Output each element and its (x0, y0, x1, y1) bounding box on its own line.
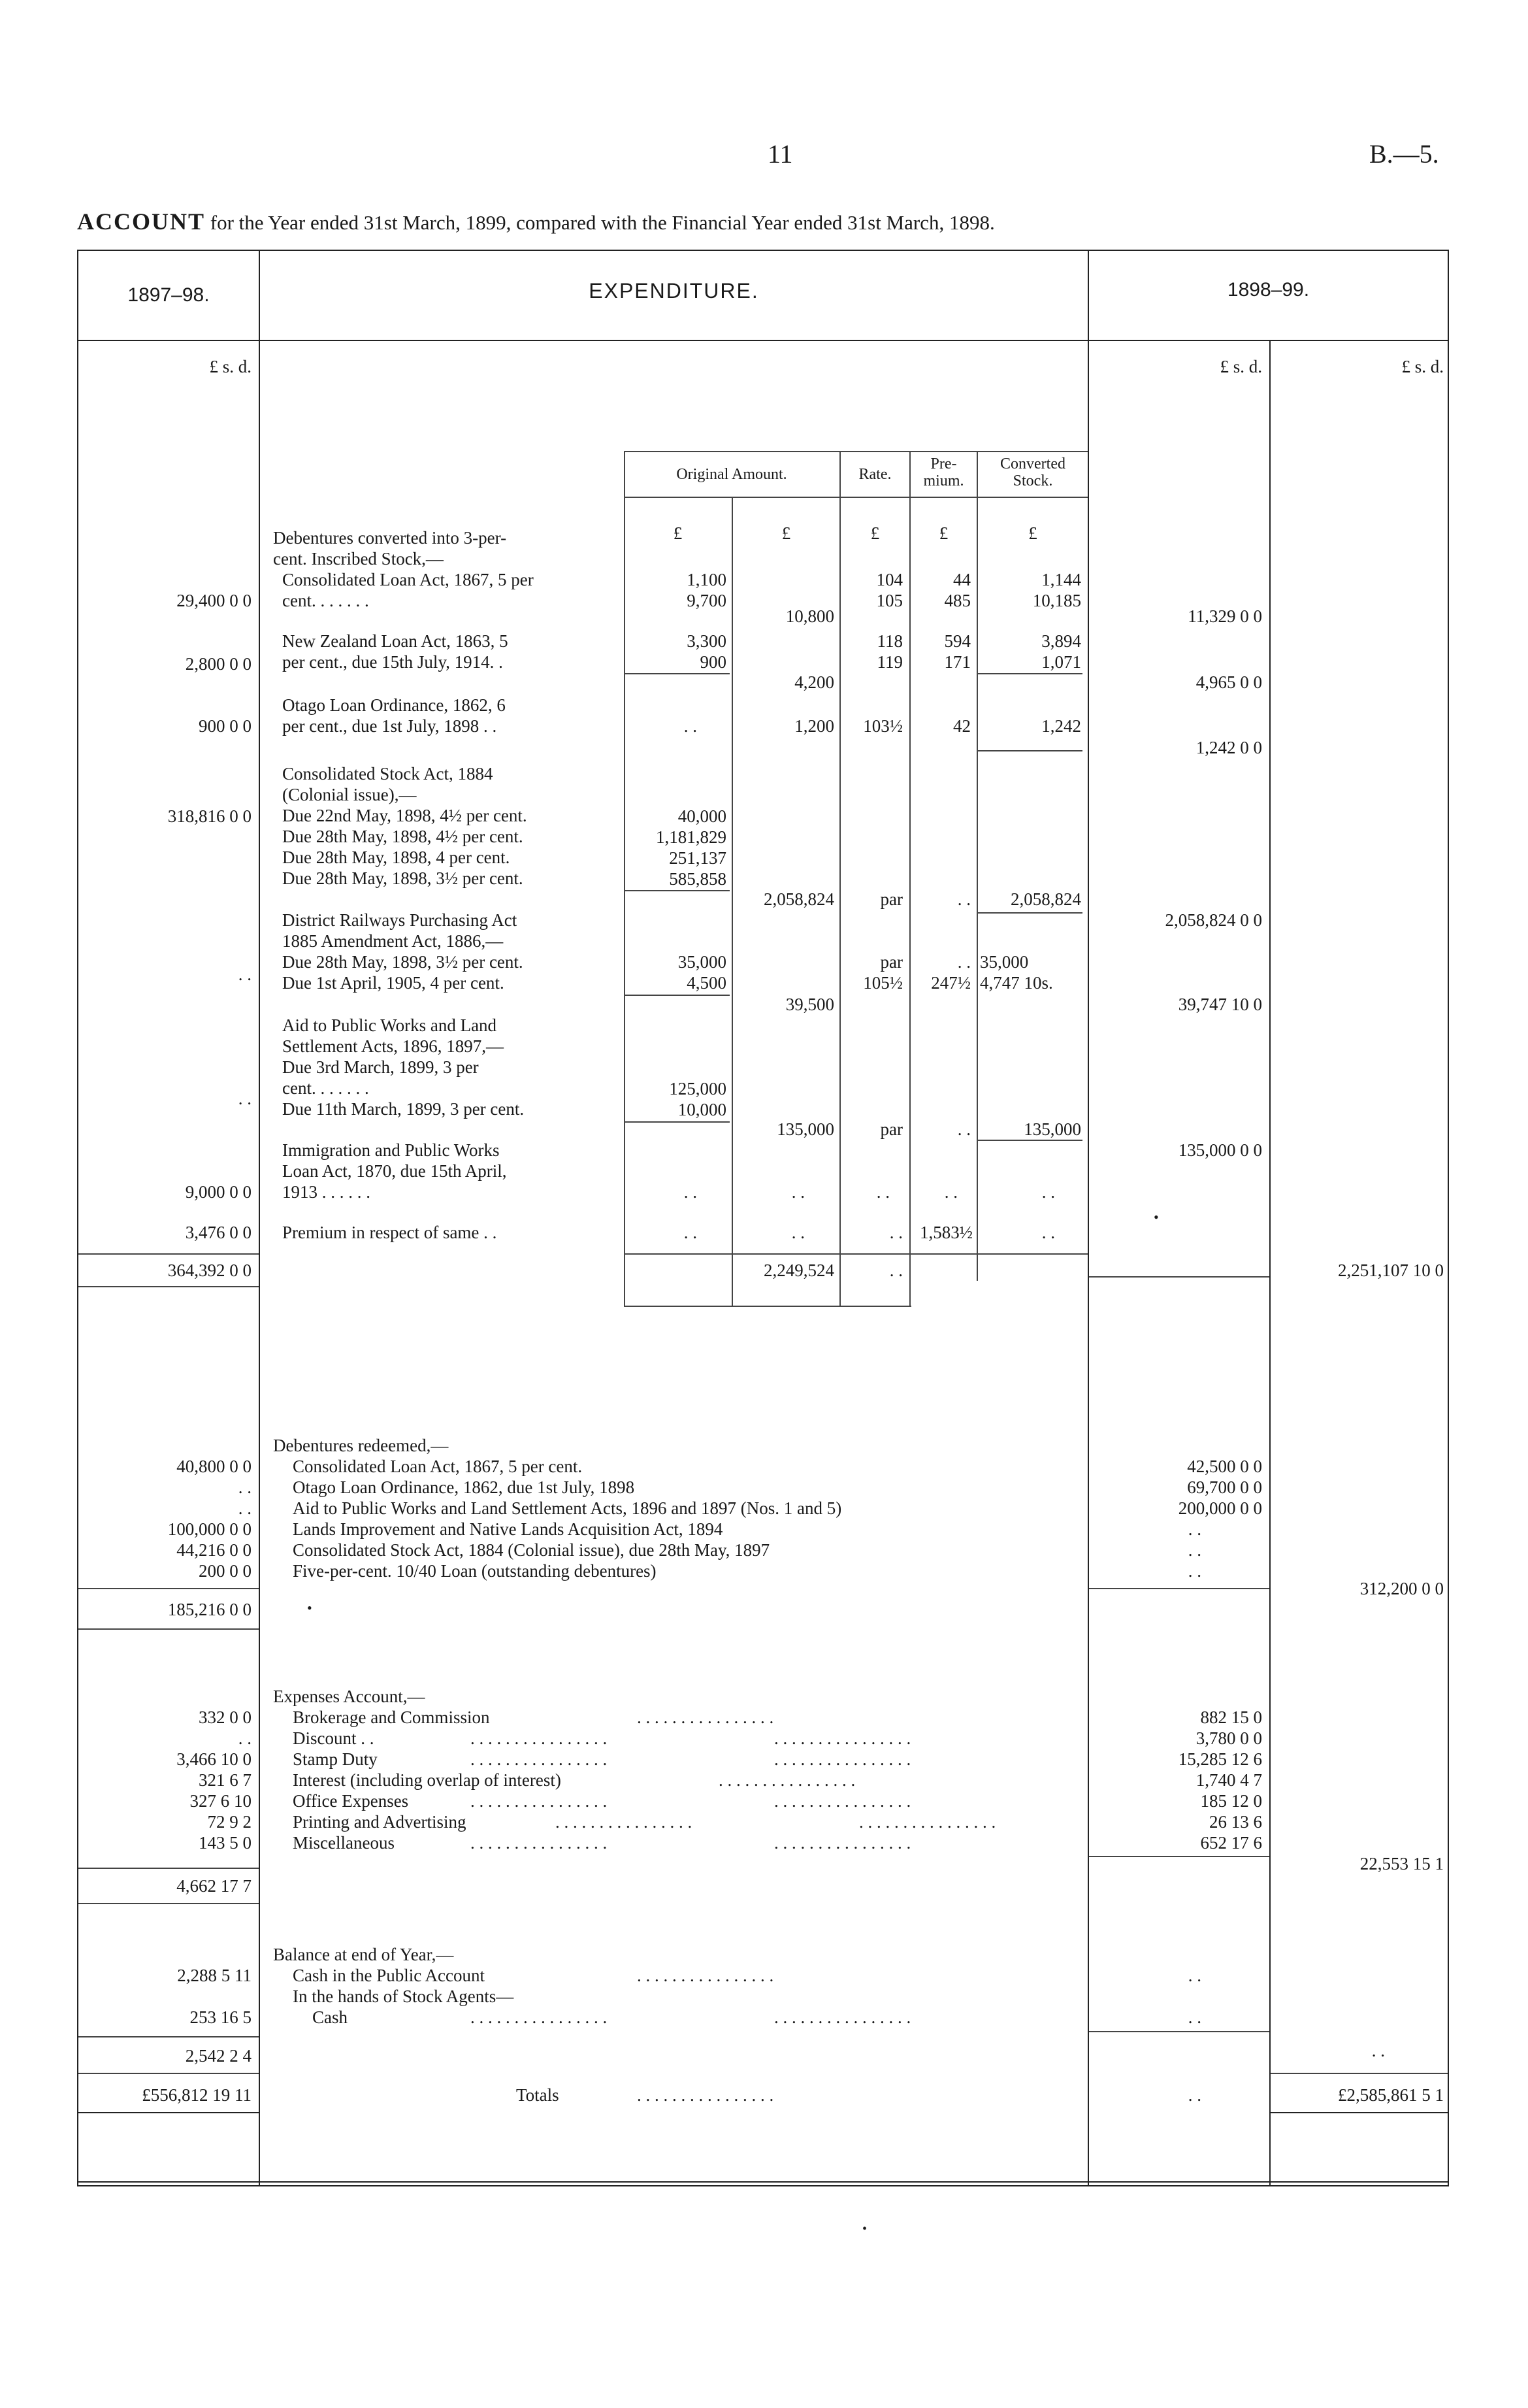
expenses-subtotal-prev: 4,662 17 7 (176, 1876, 252, 1896)
conv-rate-5: par (880, 1119, 903, 1139)
expenses-dots-6a: . . . . . . . . . . . . . . . . (470, 1833, 608, 1853)
conv-prem-1: 594 171 (944, 631, 971, 672)
conv-desc-5: Aid to Public Works and Land Settlement Acts, 1896, 1897,— Due 3rd March, 1899, 3 per cent. . . . . . . Due 11th March, 1899, 3 per cent. (282, 1015, 525, 1119)
conv-prev-5: . . (238, 1089, 252, 1108)
redeemed-subtotal-prev: 185,216 0 0 (167, 1600, 252, 1619)
conv-total-4: 39,500 (785, 995, 834, 1014)
expenses-dots-5a: . . . . . . . . . . . . . . . . (555, 1812, 692, 1832)
rule-totals-prev-bottom (78, 2112, 259, 2113)
balance-prev-0: 2,288 5 11 (177, 1966, 252, 1985)
rule-balance-prev-2 (78, 2073, 259, 2074)
conv-prem-3: . . (957, 889, 971, 909)
expenses-desc-1: Discount . . (293, 1728, 374, 1748)
frame-bottom (77, 2181, 1449, 2183)
expenses-prev-0: 332 0 0 (199, 1707, 252, 1727)
redeemed-prev-0: 40,800 0 0 (176, 1457, 252, 1476)
conv-rate-4: par 105½ (863, 952, 903, 993)
expenses-desc-3: Interest (including overlap of interest) (293, 1770, 561, 1790)
conv-total-7: . . (791, 1223, 805, 1242)
conv-rate-3: par (880, 889, 903, 909)
redeemed-prev-3: 100,000 0 0 (167, 1519, 252, 1539)
rule-conv-2 (978, 750, 1082, 751)
redeemed-curr-0: 42,500 0 0 (1187, 1457, 1262, 1476)
conv-amount-2: 1,242 0 0 (1195, 738, 1262, 757)
expenses-curr-2: 15,285 12 6 (1178, 1749, 1262, 1769)
conv-amount-0: 11,329 0 0 (1188, 606, 1262, 626)
expenses-desc-4: Office Expenses (293, 1791, 409, 1811)
conv-conv-2: 1,242 (1041, 716, 1081, 736)
expenses-heading: Expenses Account,— (273, 1687, 425, 1706)
conv-orig-3: 40,000 1,181,829 251,137 585,858 (656, 806, 726, 889)
totals-mid: . . (1188, 2085, 1201, 2105)
conv-total-3: 2,058,824 (764, 889, 834, 909)
conv-prev-2: 900 0 0 (199, 716, 252, 736)
pound-rate: £ (870, 523, 880, 543)
stray-dot: • (1154, 1209, 1159, 1225)
expenses-curr-1: 3,780 0 0 (1195, 1728, 1262, 1748)
expenses-dots-5b: . . . . . . . . . . . . . . . . (859, 1812, 996, 1832)
conv-rate-7: . . (889, 1223, 903, 1242)
balance-desc-1: In the hands of Stock Agents— (293, 1987, 514, 2006)
conv-total-0: 10,800 (785, 606, 834, 626)
expenses-dots-4b: . . . . . . . . . . . . . . . . (774, 1791, 911, 1811)
rule-orig-3 (625, 890, 730, 891)
rule-orig-5 (625, 1121, 730, 1123)
conv-rate-0: 104 105 (876, 570, 903, 610)
subheader-converted: Converted Stock. (1000, 455, 1065, 489)
balance-dots-2a: . . . . . . . . . . . . . . . . (470, 2007, 608, 2027)
conv-desc-0: Consolidated Loan Act, 1867, 5 per cent. . . . . . . (282, 570, 534, 610)
conv-conv-3: 2,058,824 (1011, 889, 1081, 909)
balance-curr-0: . . (1188, 1966, 1201, 1985)
conv-desc-2: Otago Loan Ordinance, 1862, 6 per cent., due 1st July, 1898 . . (282, 695, 506, 736)
pound-orig-a: £ (673, 523, 683, 543)
expenses-prev-3: 321 6 7 (199, 1770, 252, 1790)
balance-subtotal-curr: . . (1371, 2041, 1385, 2060)
conv-prev-4: . . (238, 965, 252, 984)
conv-prev-3: 318,816 0 0 (167, 806, 252, 826)
rule-subtotal-prev-1 (78, 1253, 259, 1255)
expenses-dots-1b: . . . . . . . . . . . . . . . . (774, 1728, 911, 1748)
header-prev-year: 1897–98. (127, 284, 210, 306)
conv-total-1: 4,200 (794, 672, 834, 692)
pound-orig-b: £ (781, 523, 791, 543)
expenses-desc-6: Miscellaneous (293, 1833, 395, 1853)
rule-balance-curr (1089, 2031, 1269, 2032)
balance-desc-2: Cash (312, 2007, 348, 2027)
conv-prem-5: . . (957, 1119, 971, 1139)
totals-dots: . . . . . . . . . . . . . . . . (637, 2085, 774, 2105)
conv-conv-1: 3,894 1,071 (1041, 631, 1081, 672)
redeemed-desc-0: Consolidated Loan Act, 1867, 5 per cent. (293, 1457, 583, 1476)
redeemed-desc-1: Otago Loan Ordinance, 1862, due 1st July, 1898 (293, 1477, 635, 1497)
redeemed-prev-1: . . (238, 1477, 252, 1497)
redeemed-prev-2: . . (238, 1498, 252, 1518)
balance-subtotal-prev: 2,542 2 4 (185, 2046, 252, 2066)
pound-prem: £ (939, 523, 949, 543)
redeemed-curr-1: 69,700 0 0 (1187, 1477, 1262, 1497)
page-reference: B.—5. (1369, 139, 1439, 169)
conv-amount-1: 4,965 0 0 (1195, 672, 1262, 692)
frame-bottom-double (77, 2185, 1449, 2186)
conv-orig-2: . . (683, 716, 697, 736)
conv-prem-2: 42 (953, 716, 971, 736)
conv-rate-2: 103½ (863, 716, 903, 736)
conv-total-6: . . (791, 1182, 805, 1202)
conv-desc-6: Immigration and Public Works Loan Act, 1870, due 15th April, 1913 . . . . . . (282, 1140, 507, 1202)
expenses-curr-6: 652 17 6 (1200, 1833, 1262, 1853)
rule-orig-1 (625, 673, 730, 674)
conversion-subtotal-prev: 364,392 0 0 (167, 1261, 252, 1280)
conv-total-2: 1,200 (794, 716, 834, 736)
rule-conv-5 (978, 1140, 1082, 1141)
rule-redeemed-curr (1089, 1588, 1269, 1589)
lsd-curr-a: £ s. d. (1220, 357, 1262, 376)
balance-prev-2: 253 16 5 (189, 2007, 252, 2027)
expenses-dots-6b: . . . . . . . . . . . . . . . . (774, 1833, 911, 1853)
divider-prev (259, 250, 260, 2185)
expenses-dots-2b: . . . . . . . . . . . . . . . . (774, 1749, 911, 1769)
rule-conv-1 (978, 673, 1082, 674)
conversion-subtotal-orig: 2,249,524 (764, 1261, 834, 1280)
conv-amount-5: 135,000 0 0 (1178, 1140, 1262, 1160)
conv-prem-4: . . 247½ (931, 952, 971, 993)
page-number: 11 (768, 139, 793, 169)
expenses-curr-5: 26 13 6 (1209, 1812, 1262, 1832)
subheader-premium: Pre- mium. (923, 455, 964, 489)
expenses-prev-5: 72 9 2 (207, 1812, 252, 1832)
conv-conv-0: 1,144 10,185 (1032, 570, 1081, 610)
conversion-subtotal-rate: . . (889, 1261, 903, 1280)
conv-total-5: 135,000 (777, 1119, 834, 1139)
redeemed-curr-2: 200,000 0 0 (1178, 1498, 1262, 1518)
rule-totals-curr-bottom (1271, 2112, 1448, 2113)
conv-desc-7: Premium in respect of same . . (282, 1223, 497, 1242)
expenses-prev-1: . . (238, 1728, 252, 1748)
header-curr-year: 1898–99. (1227, 279, 1310, 301)
expenses-desc-0: Brokerage and Commission (293, 1707, 490, 1727)
expenses-desc-2: Stamp Duty (293, 1749, 378, 1769)
rule-orig-4 (625, 995, 730, 996)
rule-subtable-bottom (625, 1253, 1088, 1255)
conv-conv-7: . . (1041, 1223, 1055, 1242)
account-title (77, 208, 995, 235)
expenses-dots-2a: . . . . . . . . . . . . . . . . (470, 1749, 608, 1769)
subtable-header-rule (624, 497, 1088, 498)
conv-desc-4: District Railways Purchasing Act 1885 Amendment Act, 1886,— Due 28th May, 1898, 3½ per cent. Due 1st April, 1905, 4 per cent. (282, 910, 523, 993)
expenses-dots-0: . . . . . . . . . . . . . . . . (637, 1707, 774, 1727)
subtable-top (624, 451, 1088, 452)
rule-expenses-prev-2 (78, 1903, 259, 1904)
expenses-prev-2: 3,466 10 0 (176, 1749, 252, 1769)
conv-rate-1: 118 119 (877, 631, 903, 672)
conv-prev-0: 29,400 0 0 (176, 591, 252, 610)
expenses-dots-3: . . . . . . . . . . . . . . . . (719, 1770, 856, 1790)
lsd-prev: £ s. d. (209, 357, 252, 376)
conv-prev-1: 2,800 0 0 (185, 654, 252, 674)
expenses-desc-5: Printing and Advertising (293, 1812, 466, 1832)
redeemed-desc-4: Consolidated Stock Act, 1884 (Colonial issue), due 28th May, 1897 (293, 1540, 770, 1560)
balance-dots-2b: . . . . . . . . . . . . . . . . (774, 2007, 911, 2027)
frame-top (77, 250, 1449, 251)
totals-label: Totals (516, 2085, 559, 2105)
stray-dot-2: • (307, 1600, 312, 1616)
conv-orig-4: 35,000 4,500 (677, 952, 726, 993)
rule-subtotal-prev-2 (78, 1286, 259, 1287)
conv-conv-4: 35,000 4,747 10s. (980, 952, 1053, 993)
redeemed-desc-3: Lands Improvement and Native Lands Acquisition Act, 1894 (293, 1519, 723, 1539)
title-rest: for the Year ended 31st March, 1899, compared with the Financial Year ended 31st March, 1898. (210, 211, 995, 234)
subheader-rate: Rate. (858, 466, 892, 483)
balance-curr-2: . . (1188, 2007, 1201, 2027)
balance-desc-0: Cash in the Public Account (293, 1966, 485, 1985)
conv-orig-5: 125,000 10,000 (669, 1079, 726, 1119)
redeemed-subtotal-curr: 312,200 0 0 (1359, 1579, 1444, 1598)
stray-dot-3: • (862, 2222, 868, 2236)
expenses-curr-0: 882 15 0 (1200, 1707, 1262, 1727)
conv-prem-6: . . (944, 1182, 958, 1202)
rule-totals-curr-top (1271, 2073, 1448, 2074)
totals-prev: £556,812 19 11 (142, 2085, 252, 2105)
rule-conv-3 (978, 912, 1082, 914)
expenses-subtotal-curr: 22,553 15 1 (1359, 1854, 1444, 1873)
redeemed-desc-2: Aid to Public Works and Land Settlement Acts, 1896 and 1897 (Nos. 1 and 5) (293, 1498, 842, 1518)
conv-desc-1: New Zealand Loan Act, 1863, 5 per cent., due 15th July, 1914. . (282, 631, 508, 672)
expenses-dots-4a: . . . . . . . . . . . . . . . . (470, 1791, 608, 1811)
title-lead: ACCOUNT (77, 208, 206, 235)
header-section: EXPENDITURE. (589, 279, 759, 303)
conv-orig-1: 3,300 900 (687, 631, 726, 672)
conv-conv-5: 135,000 (1024, 1119, 1081, 1139)
pound-conv: £ (1028, 523, 1037, 543)
rule-subtable-close (625, 1306, 911, 1307)
rule-redeemed-prev-1 (78, 1588, 259, 1589)
balance-heading: Balance at end of Year,— (273, 1945, 454, 1964)
header-rule (77, 340, 1449, 341)
conv-prem-0: 44 485 (944, 570, 971, 610)
conv-prem-7: 1,583½ (920, 1223, 973, 1242)
rule-subtotal-curr-1 (1089, 1276, 1269, 1278)
lsd-curr-b: £ s. d. (1401, 357, 1444, 376)
rule-redeemed-prev-2 (78, 1628, 259, 1630)
frame-right (1448, 250, 1449, 2185)
divider-curr (1088, 250, 1089, 2185)
conv-rate-6: . . (876, 1182, 890, 1202)
redeemed-curr-5: . . (1188, 1561, 1201, 1581)
totals-curr: £2,585,861 5 1 (1338, 2085, 1444, 2105)
expenses-prev-4: 327 6 10 (189, 1791, 252, 1811)
rule-expenses-curr (1089, 1856, 1269, 1857)
redeemed-curr-3: . . (1188, 1519, 1201, 1539)
expenses-prev-6: 143 5 0 (199, 1833, 252, 1853)
redeemed-heading: Debentures redeemed,— (273, 1436, 449, 1455)
conv-amount-4: 39,747 10 0 (1178, 995, 1262, 1014)
conv-orig-7: . . (683, 1223, 697, 1242)
expenses-curr-3: 1,740 4 7 (1195, 1770, 1262, 1790)
expenses-curr-4: 185 12 0 (1200, 1791, 1262, 1811)
redeemed-desc-5: Five-per-cent. 10/40 Loan (outstanding debentures) (293, 1561, 657, 1581)
conv-desc-3: Consolidated Stock Act, 1884 (Colonial issue),— Due 22nd May, 1898, 4½ per cent. Due 28th May, 1898, 4½ per cent. Due 28th May, 1898, 4 per cent. Due 28th May, 1898, 3½ per cent. (282, 764, 527, 888)
subheader-original: Original Amount. (676, 466, 787, 483)
conversion-heading: Debentures converted into 3-per- cent. Inscribed Stock,— (273, 528, 507, 569)
conv-conv-6: . . (1041, 1182, 1055, 1202)
conv-orig-6: . . (683, 1182, 697, 1202)
rule-expenses-prev-1 (78, 1868, 259, 1869)
balance-dots-0: . . . . . . . . . . . . . . . . (637, 1966, 774, 1985)
redeemed-prev-4: 44,216 0 0 (176, 1540, 252, 1560)
conv-orig-0: 1,100 9,700 (687, 570, 726, 610)
conv-prev-6: 9,000 0 0 (185, 1182, 252, 1202)
conversion-subtotal-curr: 2,251,107 10 0 (1338, 1261, 1444, 1280)
rule-balance-prev-1 (78, 2036, 259, 2037)
expenses-dots-1a: . . . . . . . . . . . . . . . . (470, 1728, 608, 1748)
conv-amount-3: 2,058,824 0 0 (1165, 910, 1262, 930)
redeemed-prev-5: 200 0 0 (199, 1561, 252, 1581)
conv-prev-7: 3,476 0 0 (185, 1223, 252, 1242)
redeemed-curr-4: . . (1188, 1540, 1201, 1560)
